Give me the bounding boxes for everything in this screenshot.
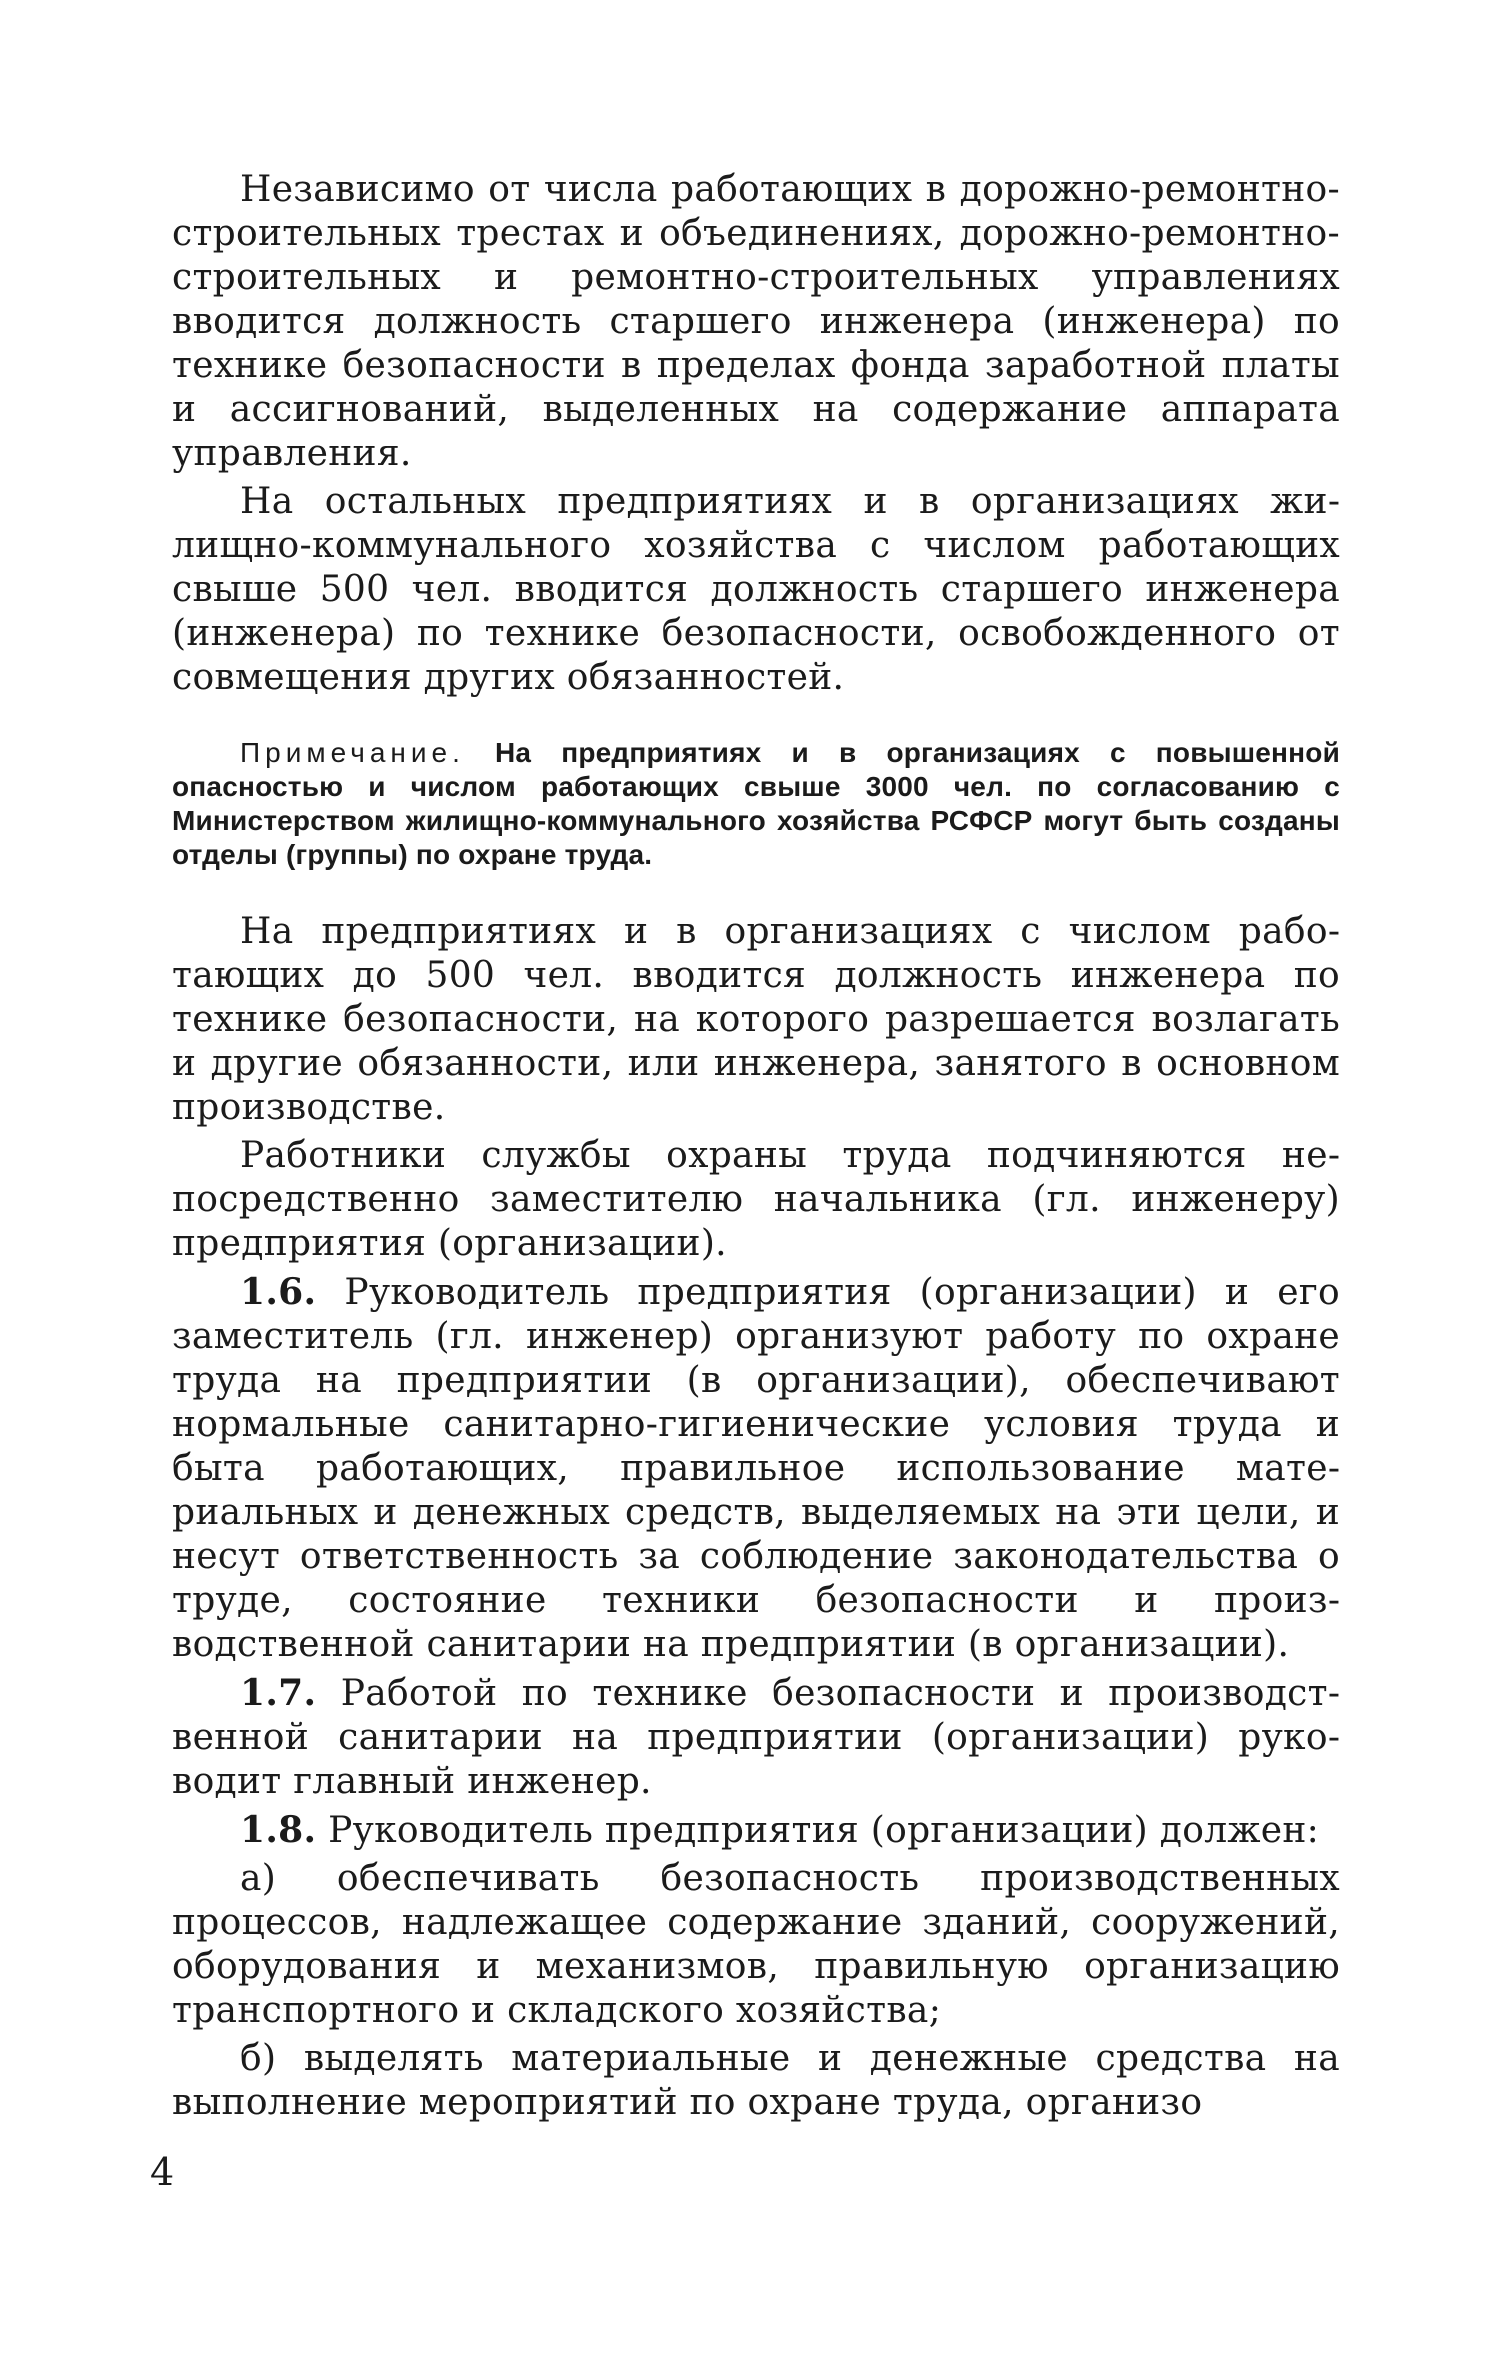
section-text: Руководитель предприятия (организации) должен: [328,1810,1320,1851]
section-1-8 [172,1808,1340,1853]
section-text: Руководитель предприятия (организации) и его заместитель (гл. инженер) организуют работу по охране труда на предприятии (в организации), обеспечивают нормальные санитарно-гигиенические условия труда и быта работающих, правильное использование материальных и денежных средств, выделяемых на эти цели, и несут ответственность за соблюдение законодательства о труде, состояние техники безопасности и производственной санитарии на предприятии (в организации). [172,1272,1340,1665]
note-block [172,736,1340,872]
section-number: 1.6. [240,1271,317,1313]
paragraph-staff-positions-trusts: Независимо от числа работающих в дорожно-ремонтно-строительных трестах и объединениях, дорожно-ремонтно-строительных и ремонтно-строительных управлениях вводится должность старшего инженера (инженера) по технике безопасности в пределах фонда заработной платы и ассигнований, выделенных на содержание аппарата управления. [172,169,1340,474]
list-item-b: б) выделять материальные и денежные средства на выполнение мероприятий по охране труда, организо [172,2038,1340,2123]
section-text: Работой по технике безопасности и производственной санитарии на предприятии (организации) руководит главный инженер. [172,1673,1341,1802]
paragraph-subordination: Работники службы охраны труда подчиняются непосредственно заместителю начальника (гл. инженеру) предприятия (организации). [172,1135,1340,1264]
section-number: 1.7. [240,1672,317,1714]
section-1-7 [172,1671,1340,1804]
note-label: Примечание. [240,737,465,768]
section-number: 1.8. [240,1809,317,1851]
list-item-a: а) обеспечивать безопасность производственных процессов, надлежащее содержание зданий, сооружений, оборудования и механизмов, правильную организацию транспортного и складского хозяйства; [172,1858,1340,2031]
section-1-6 [172,1270,1340,1667]
paragraph-other-enterprises: На остальных предприятиях и в организациях жилищно-коммунального хозяйства с числом работающих свыше 500 чел. вводится должность старшего инженера (инженера) по технике безопасности, освобожденного от совмещения других обязанностей. [172,481,1340,698]
page-number: 4 [150,2150,175,2194]
page-body [172,168,1340,2125]
paragraph-small-enterprises: На предприятиях и в организациях с числом работающих до 500 чел. вводится должность инженера по технике безопасности, на которого разрешается возлагать и другие обязанности, или инженера, занятого в основном производстве. [172,911,1340,1128]
note-text: На предприятиях и в организациях с повышенной опасностью и числом работающих свыше 3000 чел. по согласованию с Министерством жилищно-коммунального хозяйства РСФСР могут быть созданы отделы (группы) по охране труда. [172,737,1341,870]
